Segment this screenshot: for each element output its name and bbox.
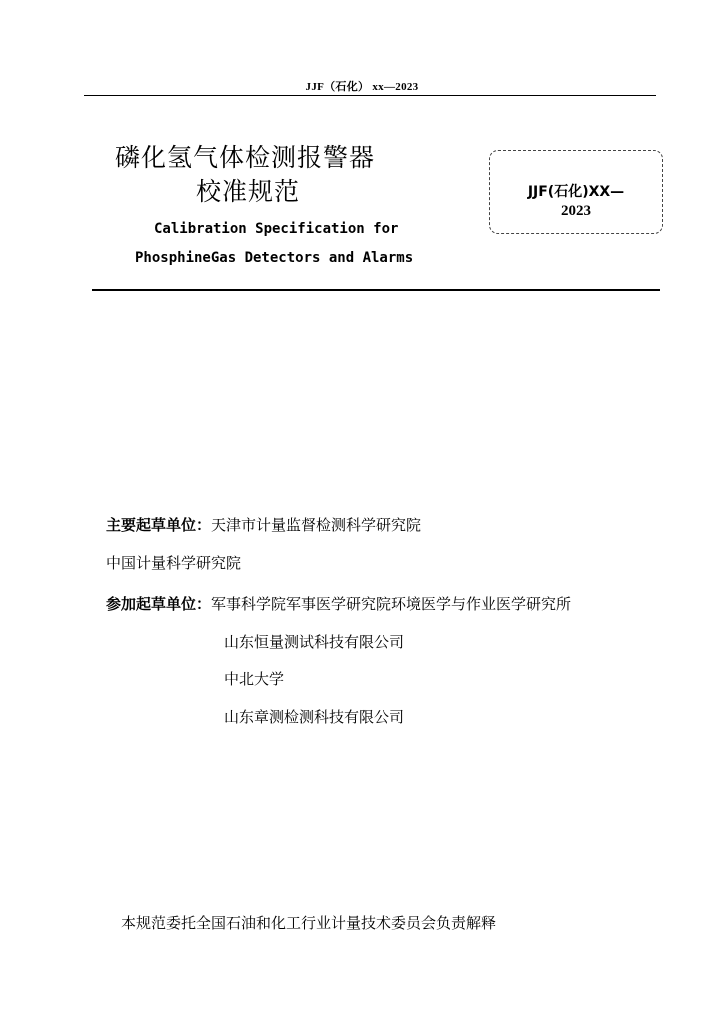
standard-code-box bbox=[489, 150, 663, 234]
participating-unit-1: 军事科学院军事医学研究院环境医学与作业医学研究所 bbox=[211, 595, 572, 613]
main-drafting-unit-1: 天津市计量监督检测科学研究院 bbox=[211, 516, 422, 534]
header-divider bbox=[84, 95, 656, 96]
header-standard-code: JJF（石化） xx—2023 bbox=[305, 81, 419, 93]
code-box-line1: JJF(石化)XX— bbox=[527, 184, 625, 200]
english-title-line1: Calibration Specification for bbox=[154, 221, 399, 237]
main-drafting-label: 主要起草单位： bbox=[106, 516, 212, 534]
participating-drafting-label: 参加起草单位： bbox=[106, 595, 212, 613]
participating-unit-2: 山东恒量测试科技有限公司 bbox=[224, 633, 405, 651]
participating-unit-4: 山东章测检测科技有限公司 bbox=[224, 708, 405, 726]
main-drafting-unit-row bbox=[106, 514, 421, 535]
participating-unit-row bbox=[106, 593, 571, 614]
code-box-line2: 2023 bbox=[561, 203, 591, 219]
main-drafting-unit-2: 中国计量科学研究院 bbox=[106, 554, 242, 572]
title-divider bbox=[92, 289, 660, 291]
participating-unit-3: 中北大学 bbox=[224, 670, 285, 688]
chinese-title-line2: 校准规范 bbox=[196, 177, 301, 206]
interpretation-note: 本规范委托全国石油和化工行业计量技术委员会负责解释 bbox=[121, 914, 497, 932]
chinese-title-line1: 磷化氢气体检测报警器 bbox=[115, 143, 376, 172]
english-title-line2: PhosphineGas Detectors and Alarms bbox=[135, 250, 414, 266]
